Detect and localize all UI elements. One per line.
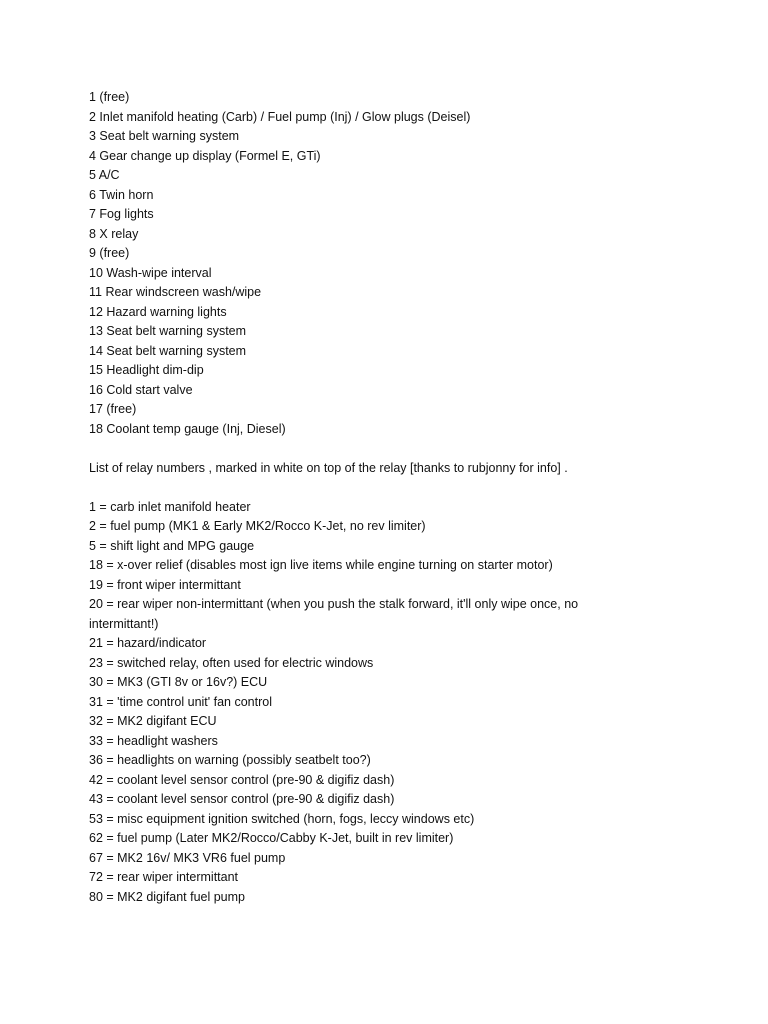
relay-list-item: 5 = shift light and MPG gauge bbox=[89, 538, 255, 553]
relay-list-item: 42 = coolant level sensor control (pre-90 & digifiz dash) bbox=[89, 772, 395, 787]
fuse-list bbox=[89, 88, 729, 439]
relay-list-item: 23 = switched relay, often used for electric windows bbox=[89, 655, 374, 670]
spacer bbox=[89, 439, 729, 459]
relay-list-item: 36 = headlights on warning (possibly seatbelt too?) bbox=[89, 753, 371, 767]
fuse-list-item: 4 Gear change up display (Formel E, GTi) bbox=[89, 148, 321, 163]
relay-list-item: 67 = MK2 16v/ MK3 VR6 fuel pump bbox=[89, 850, 286, 865]
fuse-list-item: 9 (free) bbox=[89, 246, 130, 260]
fuse-list-item: 14 Seat belt warning system bbox=[89, 343, 247, 358]
fuse-list-item: 7 Fog lights bbox=[89, 207, 154, 221]
spacer bbox=[89, 478, 729, 498]
relay-list-item: 33 = headlight washers bbox=[89, 733, 218, 748]
document-page bbox=[89, 88, 729, 907]
fuse-list-item: 12 Hazard warning lights bbox=[89, 304, 227, 319]
fuse-list-item: 13 Seat belt warning system bbox=[89, 324, 247, 338]
fuse-list-item: 6 Twin horn bbox=[89, 187, 154, 202]
fuse-list-item: 16 Cold start valve bbox=[89, 382, 193, 397]
relay-list-item: 31 = 'time control unit' fan control bbox=[89, 694, 272, 709]
relay-list-item: 20 = rear wiper non-intermittant (when you push the stalk forward, it'll only wipe once, no intermittant!) bbox=[89, 597, 579, 631]
relay-list-item: 30 = MK3 (GTI 8v or 16v?) ECU bbox=[89, 675, 268, 689]
fuse-list-item: 17 (free) bbox=[89, 402, 137, 416]
fuse-list-item: 10 Wash-wipe interval bbox=[89, 265, 212, 280]
relay-list-item: 19 = front wiper intermittant bbox=[89, 577, 241, 592]
fuse-list-item: 5 A/C bbox=[89, 168, 120, 182]
relay-list-item: 1 = carb inlet manifold heater bbox=[89, 499, 251, 514]
relay-list bbox=[89, 498, 729, 908]
relay-list-item: 53 = misc equipment ignition switched (horn, fogs, leccy windows etc) bbox=[89, 811, 475, 826]
fuse-list-item: 8 X relay bbox=[89, 226, 139, 241]
fuse-list-item: 15 Headlight dim-dip bbox=[89, 363, 204, 377]
fuse-list-item: 1 (free) bbox=[89, 90, 130, 104]
relay-list-item: 21 = hazard/indicator bbox=[89, 636, 207, 650]
relay-list-item: 18 = x-over relief (disables most ign live items while engine turning on starter motor) bbox=[89, 558, 553, 572]
relay-list-item: 43 = coolant level sensor control (pre-90 & digifiz dash) bbox=[89, 792, 395, 806]
relay-list-item: 2 = fuel pump (MK1 & Early MK2/Rocco K-Jet, no rev limiter) bbox=[89, 519, 426, 533]
relay-list-item: 32 = MK2 digifant ECU bbox=[89, 714, 217, 728]
relay-list-item: 80 = MK2 digifant fuel pump bbox=[89, 889, 245, 904]
relay-list-item: 72 = rear wiper intermittant bbox=[89, 870, 239, 884]
relay-intro-text: List of relay numbers , marked in white on top of the relay [thanks to rubjonny for info] . bbox=[89, 460, 568, 475]
fuse-list-item: 3 Seat belt warning system bbox=[89, 129, 240, 143]
fuse-list-item: 18 Coolant temp gauge (Inj, Diesel) bbox=[89, 421, 286, 436]
fuse-list-item: 11 Rear windscreen wash/wipe bbox=[89, 285, 262, 299]
relay-list-item: 62 = fuel pump (Later MK2/Rocco/Cabby K-Jet, built in rev limiter) bbox=[89, 831, 454, 845]
fuse-list-item: 2 Inlet manifold heating (Carb) / Fuel pump (Inj) / Glow plugs (Deisel) bbox=[89, 109, 471, 124]
